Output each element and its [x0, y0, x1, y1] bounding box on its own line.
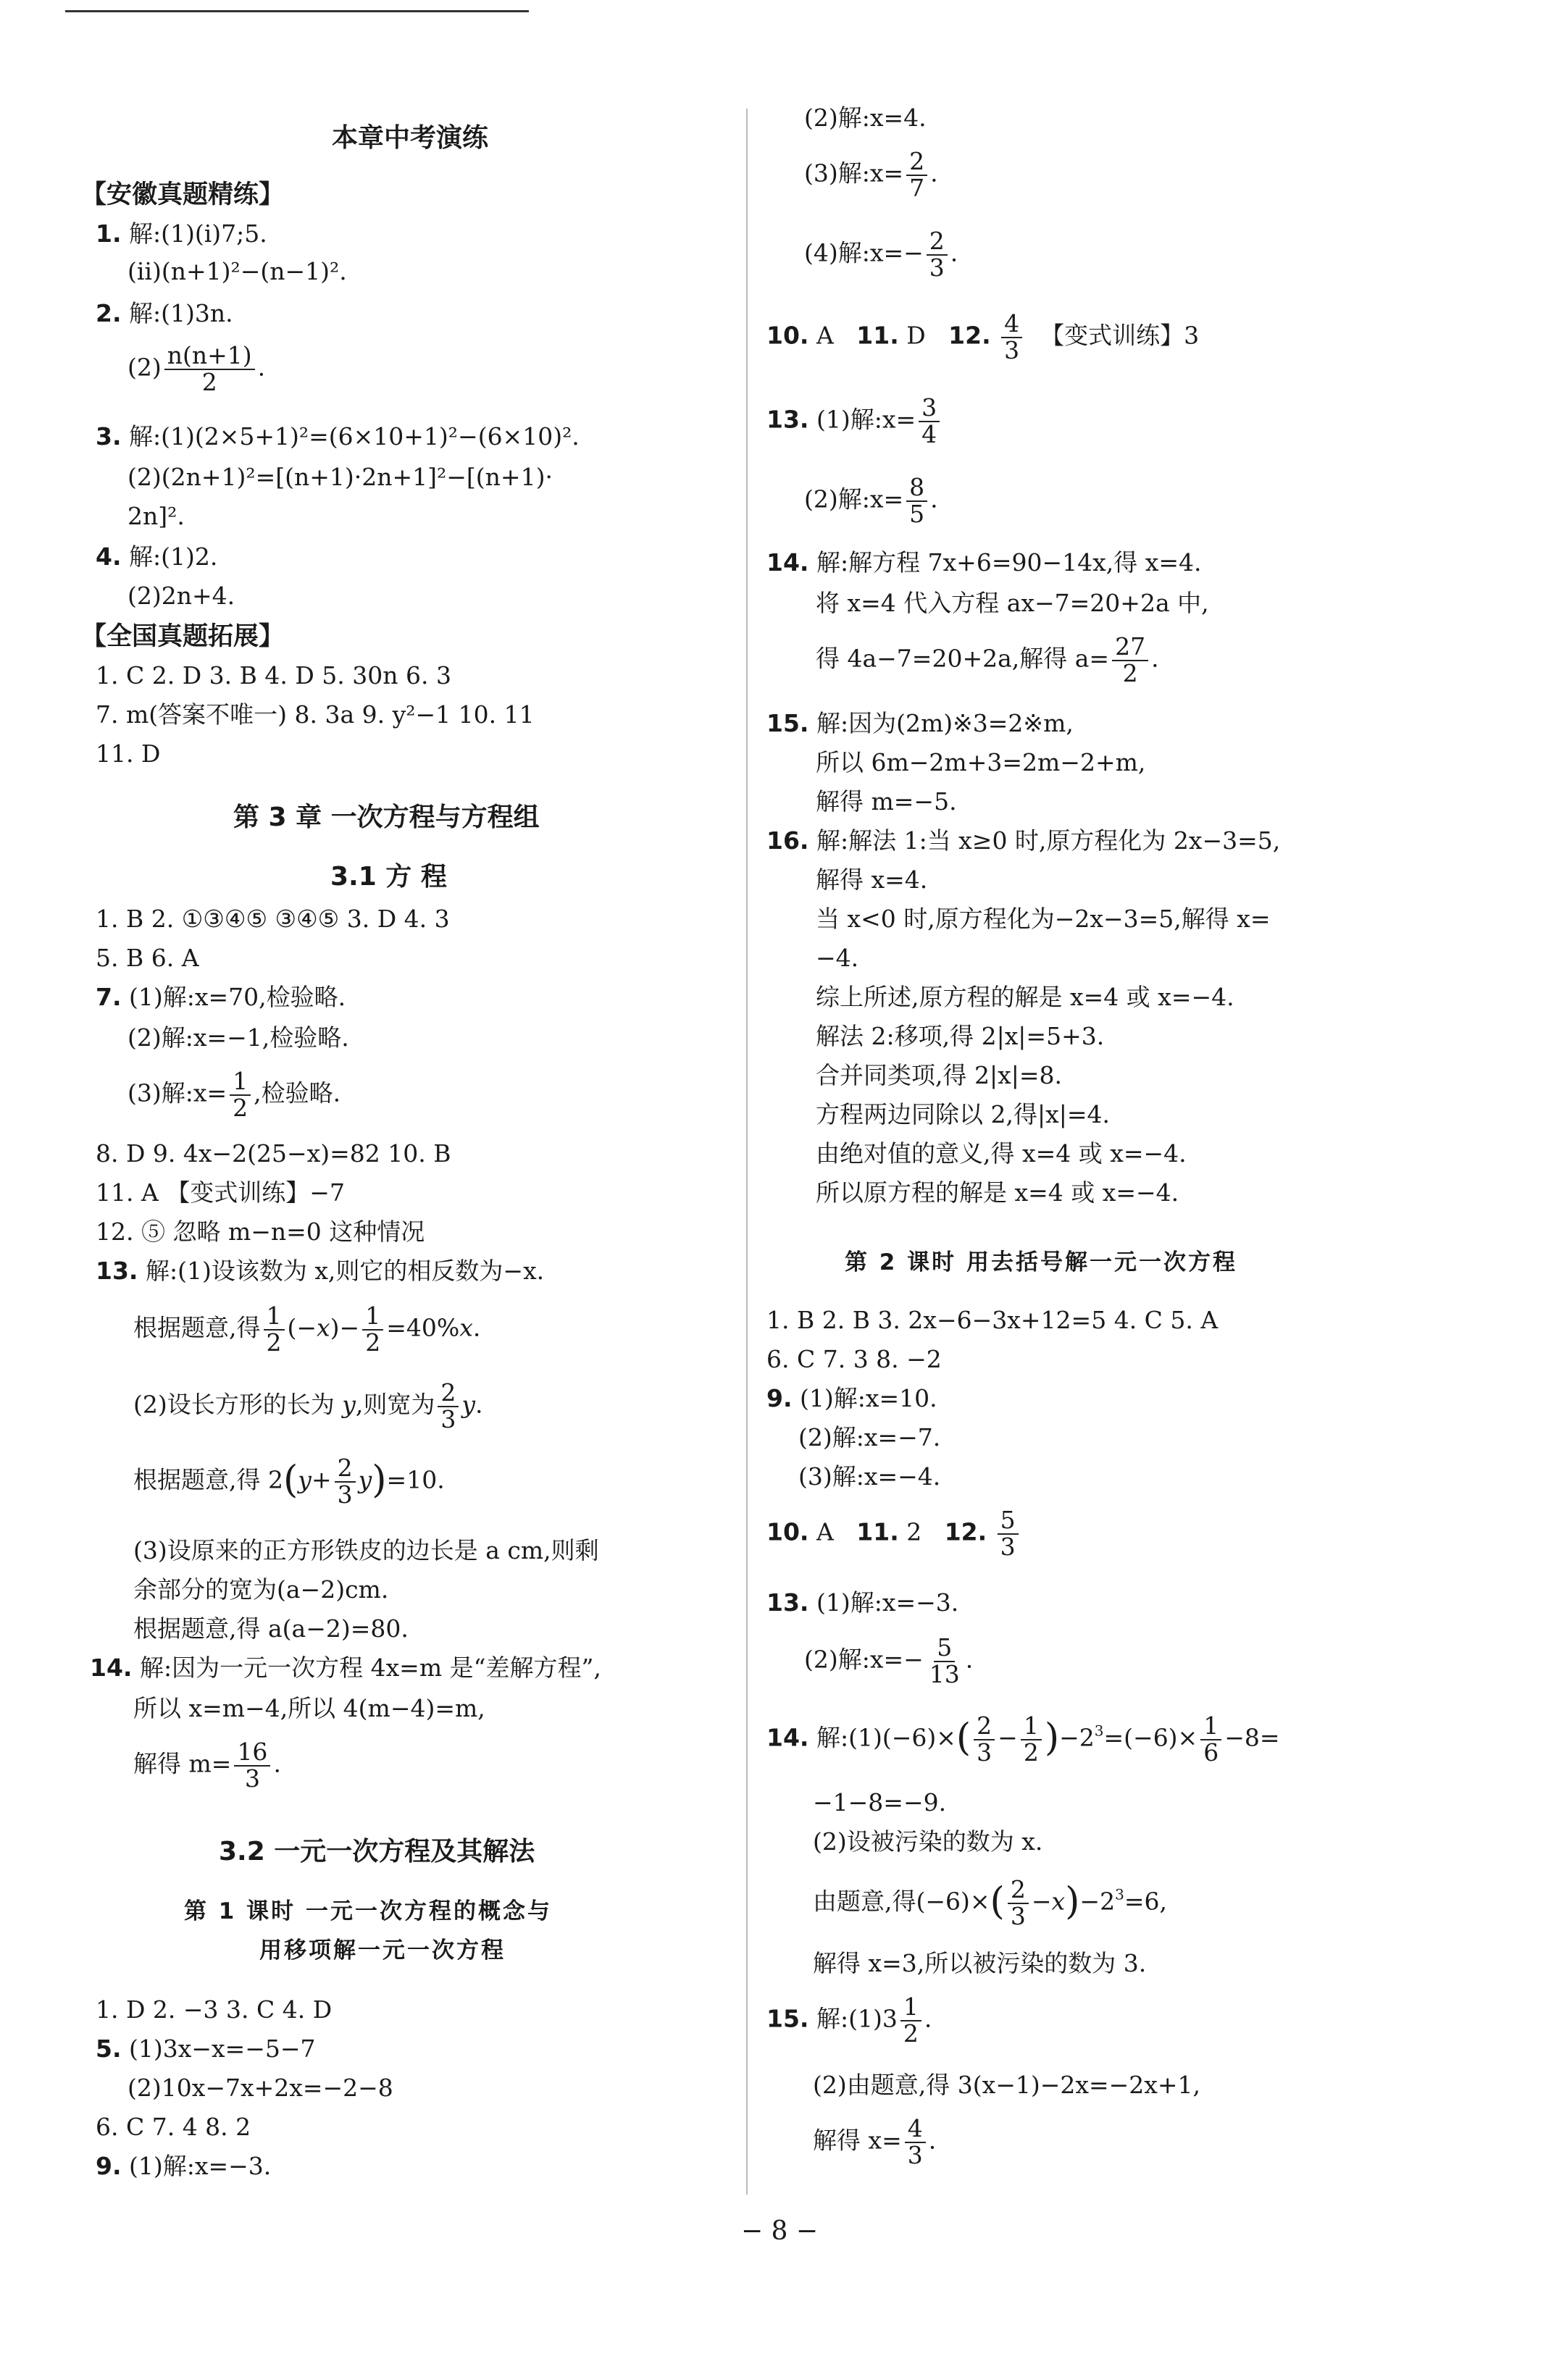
anhui-title: 【安徽真题精练】: [81, 180, 285, 209]
q8-line: 8. D 9. 4x−2(25−x)=82 10. B: [96, 1139, 451, 1168]
national-title: 【全国真题拓展】: [81, 622, 285, 651]
r-q16i: 由绝对值的意义,得 x=4 或 x=−4.: [816, 1139, 1187, 1168]
r-q16e: 综上所述,原方程的解是 x=4 或 x=−4.: [816, 983, 1234, 1011]
s31-line-2: 5. B 6. A: [96, 944, 199, 972]
r-q16c: 当 x<0 时,原方程化为−2x−3=5,解得 x=: [816, 905, 1271, 933]
k2-q14d: 由题意,得(−6)×( $\frac{2}{3}$ $-x)-2^3=6$,: [813, 1875, 1167, 1930]
r-q10-line: 10. A 11. D 12. $\frac{4}{3}$ 【变式训练】3: [766, 309, 1200, 364]
k2-q13b: (2)解:x=− $\frac{5}{13}$ .: [804, 1633, 974, 1688]
r-q16d: −4.: [816, 944, 859, 972]
k2-q15a: 15. 解:(1)3 $\frac{1}{2}$ .: [766, 1993, 932, 2048]
r-q16f: 解法 2:移项,得 2|x|=5+3.: [816, 1022, 1105, 1050]
q14b: 所以 x=m−4,所以 4(m−4)=m,: [133, 1694, 485, 1722]
k2-q14b: −1−8=−9.: [813, 1788, 947, 1817]
k2-q14c: (2)设被污染的数为 x.: [813, 1827, 1043, 1856]
r-q16h: 方程两边同除以 2,得|x|=4.: [816, 1100, 1110, 1128]
chapter-3-title: 第 3 章 一次方程与方程组: [233, 803, 540, 832]
q13c: (2)设长方形的长为 y,则宽为 $\frac{2}{3}$ y.: [133, 1378, 483, 1433]
q13e: (3)设原来的正方形铁皮的边长是 a cm,则剩: [133, 1536, 599, 1564]
q13a: 13. 解:(1)设该数为 x,则它的相反数为−x.: [96, 1257, 545, 1285]
q13g: 根据题意,得 a(a−2)=80.: [133, 1614, 409, 1643]
r-q9d: (4)解:x=− $\frac{2}{3}$ .: [804, 227, 958, 282]
page-number: − 8 −: [740, 2216, 819, 2246]
q7c: (3)解:x= $\frac{1}{2}$ ,检验略.: [128, 1067, 341, 1122]
section-3-1-title: 3.1 方 程: [330, 862, 447, 892]
k2-q9c: (3)解:x=−4.: [798, 1462, 941, 1491]
answer-3c: 2n]².: [128, 502, 185, 530]
national-line-1: 1. C 2. D 3. B 4. D 5. 30n 6. 3: [96, 661, 451, 690]
r-q16a: 16. 解:解法 1:当 x≥0 时,原方程化为 2x−3=5,: [766, 826, 1281, 855]
r-q9b: (2)解:x=4.: [804, 104, 927, 132]
k2-q14a: 14. 解:(1)(−6)×( $\frac{2}{3}$ − $\frac{1}{2}$ )$-2^3=(-6)\times$ $\frac{1}{6}$ −8=: [766, 1711, 1280, 1767]
k2-line-1: 1. B 2. B 3. 2x−6−3x+12=5 4. C 5. A: [766, 1306, 1219, 1334]
k1-q5b: (2)10x−7x+2x=−2−8: [128, 2074, 393, 2102]
q7b: (2)解:x=−1,检验略.: [128, 1023, 349, 1052]
q11-line: 11. A 【变式训练】−7: [96, 1178, 345, 1207]
k2-q9a: 9. (1)解:x=10.: [766, 1384, 937, 1412]
lesson-1-title-a: 第 1 课时 一元一次方程的概念与: [184, 1898, 552, 1924]
answer-3b: (2)(2n+1)²=[(n+1)·2n+1]²−[(n+1)·: [128, 463, 553, 491]
k2-q15b: (2)由题意,得 3(x−1)−2x=−2x+1,: [813, 2071, 1201, 2099]
s31-line-1: 1. B 2. ①③④⑤ ③④⑤ 3. D 4. 3: [96, 905, 450, 933]
r-q15c: 解得 m=−5.: [816, 787, 957, 816]
answer-2a: 2. 解:(1)3n.: [96, 299, 233, 327]
k1-line-3: 6. C 7. 4 8. 2: [96, 2113, 251, 2141]
k2-q9b: (2)解:x=−7.: [798, 1423, 941, 1451]
q13f: 余部分的宽为(a−2)cm.: [133, 1575, 389, 1604]
r-q13b: (2)解:x= $\frac{8}{5}$ .: [804, 473, 938, 528]
lesson-2-title: 第 2 课时 用去括号解一元一次方程: [845, 1249, 1237, 1275]
k2-q10-line: 10. A 11. 2 12. $\frac{5}{3}$: [766, 1508, 1021, 1559]
q13d: 根据题意,得 2(y+ $\frac{2}{3}$ y)=10.: [133, 1454, 445, 1509]
k2-q15c: 解得 x= $\frac{4}{3}$ .: [813, 2114, 937, 2169]
section-3-2-title: 3.2 一元一次方程及其解法: [219, 1837, 535, 1866]
column-divider: [746, 109, 748, 2195]
k1-line-1: 1. D 2. −3 3. C 4. D: [96, 1995, 333, 2024]
q7a: 7. (1)解:x=70,检验略.: [96, 983, 346, 1011]
r-q14a: 14. 解:解方程 7x+6=90−14x,得 x=4.: [766, 548, 1202, 577]
answer-1a: 1. 解:(1)(ⅰ)7;5.: [96, 219, 267, 248]
q14a: 14. 解:因为一元一次方程 4x=m 是“差解方程”,: [90, 1654, 601, 1682]
r-q13a: 13. (1)解:x= $\frac{3}{4}$: [766, 395, 942, 447]
k2-line-2: 6. C 7. 3 8. −2: [766, 1345, 942, 1373]
q14c: 解得 m= $\frac{16}{3}$ .: [133, 1738, 281, 1793]
answer-4a: 4. 解:(1)2.: [96, 542, 218, 571]
r-q9c: (3)解:x= $\frac{2}{7}$ .: [804, 147, 938, 202]
k2-q13a: 13. (1)解:x=−3.: [766, 1588, 959, 1617]
q12-line: 12. ⑤ 忽略 m−n=0 这种情况: [96, 1218, 425, 1246]
top-rule: [65, 10, 529, 12]
answer-4b: (2)2n+4.: [128, 582, 235, 610]
q13b: 根据题意,得 $\frac{1}{2}$ (−x)− $\frac{1}{2}$ =40%x.: [133, 1302, 481, 1357]
k2-q14e: 解得 x=3,所以被污染的数为 3.: [813, 1949, 1147, 1977]
answer-2b: (2) $\frac{n(n+1)}{2}$ .: [128, 341, 266, 396]
r-q15a: 15. 解:因为(2m)※3=2※m,: [766, 709, 1074, 737]
k1-q5a: 5. (1)3x−x=−5−7: [96, 2035, 316, 2063]
lesson-1-title-b: 用移项解一元一次方程: [259, 1937, 506, 1964]
r-q16b: 解得 x=4.: [816, 866, 928, 894]
answer-3a: 3. 解:(1)(2×5+1)²=(6×10+1)²−(6×10)².: [96, 422, 580, 451]
r-q15b: 所以 6m−2m+3=2m−2+m,: [816, 748, 1146, 776]
section-title: 本章中考演练: [332, 123, 489, 153]
r-q16g: 合并同类项,得 2|x|=8.: [816, 1061, 1062, 1089]
national-line-3: 11. D: [96, 739, 161, 768]
r-q16j: 所以原方程的解是 x=4 或 x=−4.: [816, 1178, 1179, 1207]
answer-1b: (ⅱ)(n+1)²−(n−1)².: [128, 257, 347, 285]
k1-q9: 9. (1)解:x=−3.: [96, 2152, 272, 2180]
r-q14c: 得 4a−7=20+2a,解得 a= $\frac{27}{2}$ .: [816, 632, 1159, 687]
national-line-2: 7. m(答案不唯一) 8. 3a 9. y²−1 10. 11: [96, 700, 535, 729]
r-q14b: 将 x=4 代入方程 ax−7=20+2a 中,: [816, 589, 1209, 617]
